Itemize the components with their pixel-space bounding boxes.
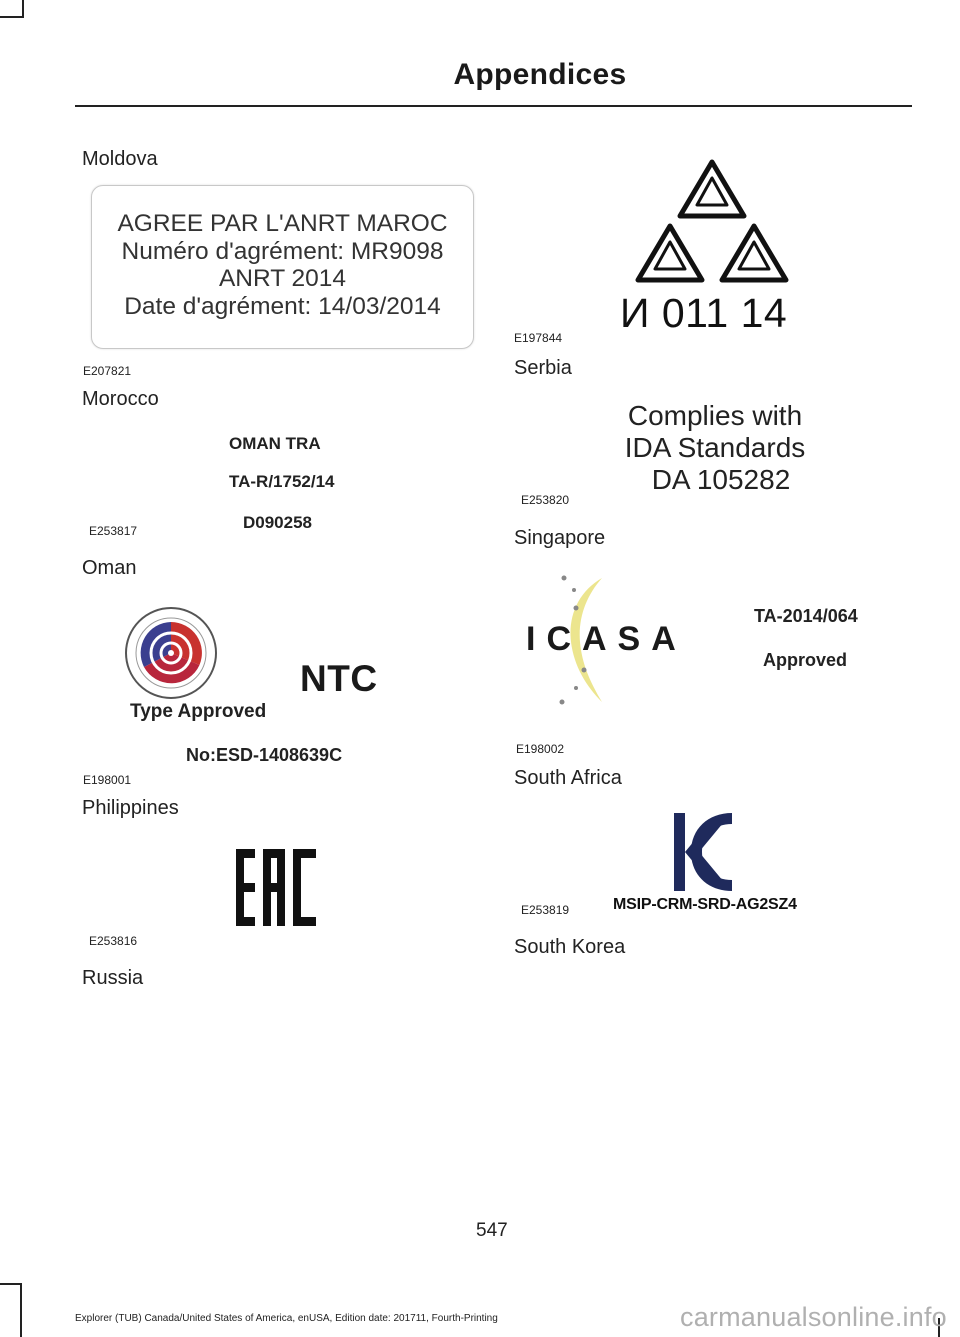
- icasa-status: Approved: [763, 650, 848, 670]
- morocco-approval-mark: [91, 185, 474, 349]
- kc-mark-icon: [674, 813, 732, 891]
- country-label-oman: Oman: [82, 557, 137, 579]
- crop-mark: [0, 1283, 22, 1285]
- page-title: Appendices: [453, 58, 627, 91]
- image-code: E253819: [521, 903, 570, 917]
- ida-mark-line: DA 105282: [651, 464, 791, 495]
- image-code: E207821: [83, 364, 132, 378]
- country-label-morocco: Morocco: [82, 388, 159, 410]
- icasa-logo-text: ICASA: [526, 620, 687, 658]
- oman-mark-line: D090258: [243, 513, 313, 532]
- image-code: E197844: [514, 331, 563, 345]
- country-label-singapore: Singapore: [514, 527, 606, 549]
- country-label-moldova: Moldova: [82, 148, 158, 170]
- page-number: 547: [476, 1220, 508, 1241]
- country-label-russia: Russia: [82, 967, 144, 989]
- type-approved-text: Type Approved: [130, 701, 267, 722]
- image-code: E198001: [83, 773, 132, 787]
- image-code: E253816: [89, 934, 138, 948]
- morocco-mark-line: AGREE PAR L'ANRT MAROC: [117, 210, 448, 237]
- crop-mark: [0, 16, 22, 18]
- morocco-mark-line: ANRT 2014: [218, 265, 347, 292]
- image-code: E253817: [89, 524, 138, 538]
- ida-mark-line: Complies with: [627, 400, 803, 431]
- oman-approval-mark: [228, 434, 368, 534]
- kc-certification-code: MSIP-CRM-SRD-AG2SZ4: [613, 896, 797, 913]
- image-code: E198002: [516, 742, 565, 756]
- eac-mark-icon: [236, 849, 316, 926]
- serbia-approval-number: И 011 14: [620, 290, 788, 336]
- country-label-south-africa: South Africa: [514, 767, 622, 789]
- country-label-south-korea: South Korea: [514, 936, 626, 958]
- country-label-serbia: Serbia: [514, 357, 572, 379]
- header-rule: [75, 105, 912, 107]
- image-code: E253820: [521, 493, 570, 507]
- morocco-mark-line: Date d'agrément: 14/03/2014: [124, 292, 441, 320]
- morocco-mark-line: Numéro d'agrément: MR9098: [121, 237, 444, 265]
- ntc-logo-text: NTC: [300, 658, 378, 699]
- ntc-seal-icon: [124, 606, 218, 700]
- ida-compliance-mark: [610, 400, 820, 496]
- country-label-philippines: Philippines: [82, 797, 179, 819]
- edition-footer: Explorer (TUB) Canada/United States of America, enUSA, Edition date: 201711, Fourth-Printing: [75, 1313, 498, 1324]
- watermark: carmanualsonline.info: [680, 1302, 947, 1332]
- oman-mark-line: OMAN TRA: [229, 434, 321, 453]
- ida-mark-line: IDA Standards: [624, 432, 806, 463]
- crop-mark: [22, 0, 24, 18]
- icasa-ta-number: TA-2014/064: [754, 606, 858, 626]
- serbia-triangles-icon: [634, 158, 790, 286]
- oman-mark-line: TA-R/1752/14: [229, 472, 335, 491]
- crop-mark: [20, 1283, 22, 1337]
- ntc-approval-number: No:ESD-1408639C: [186, 745, 343, 765]
